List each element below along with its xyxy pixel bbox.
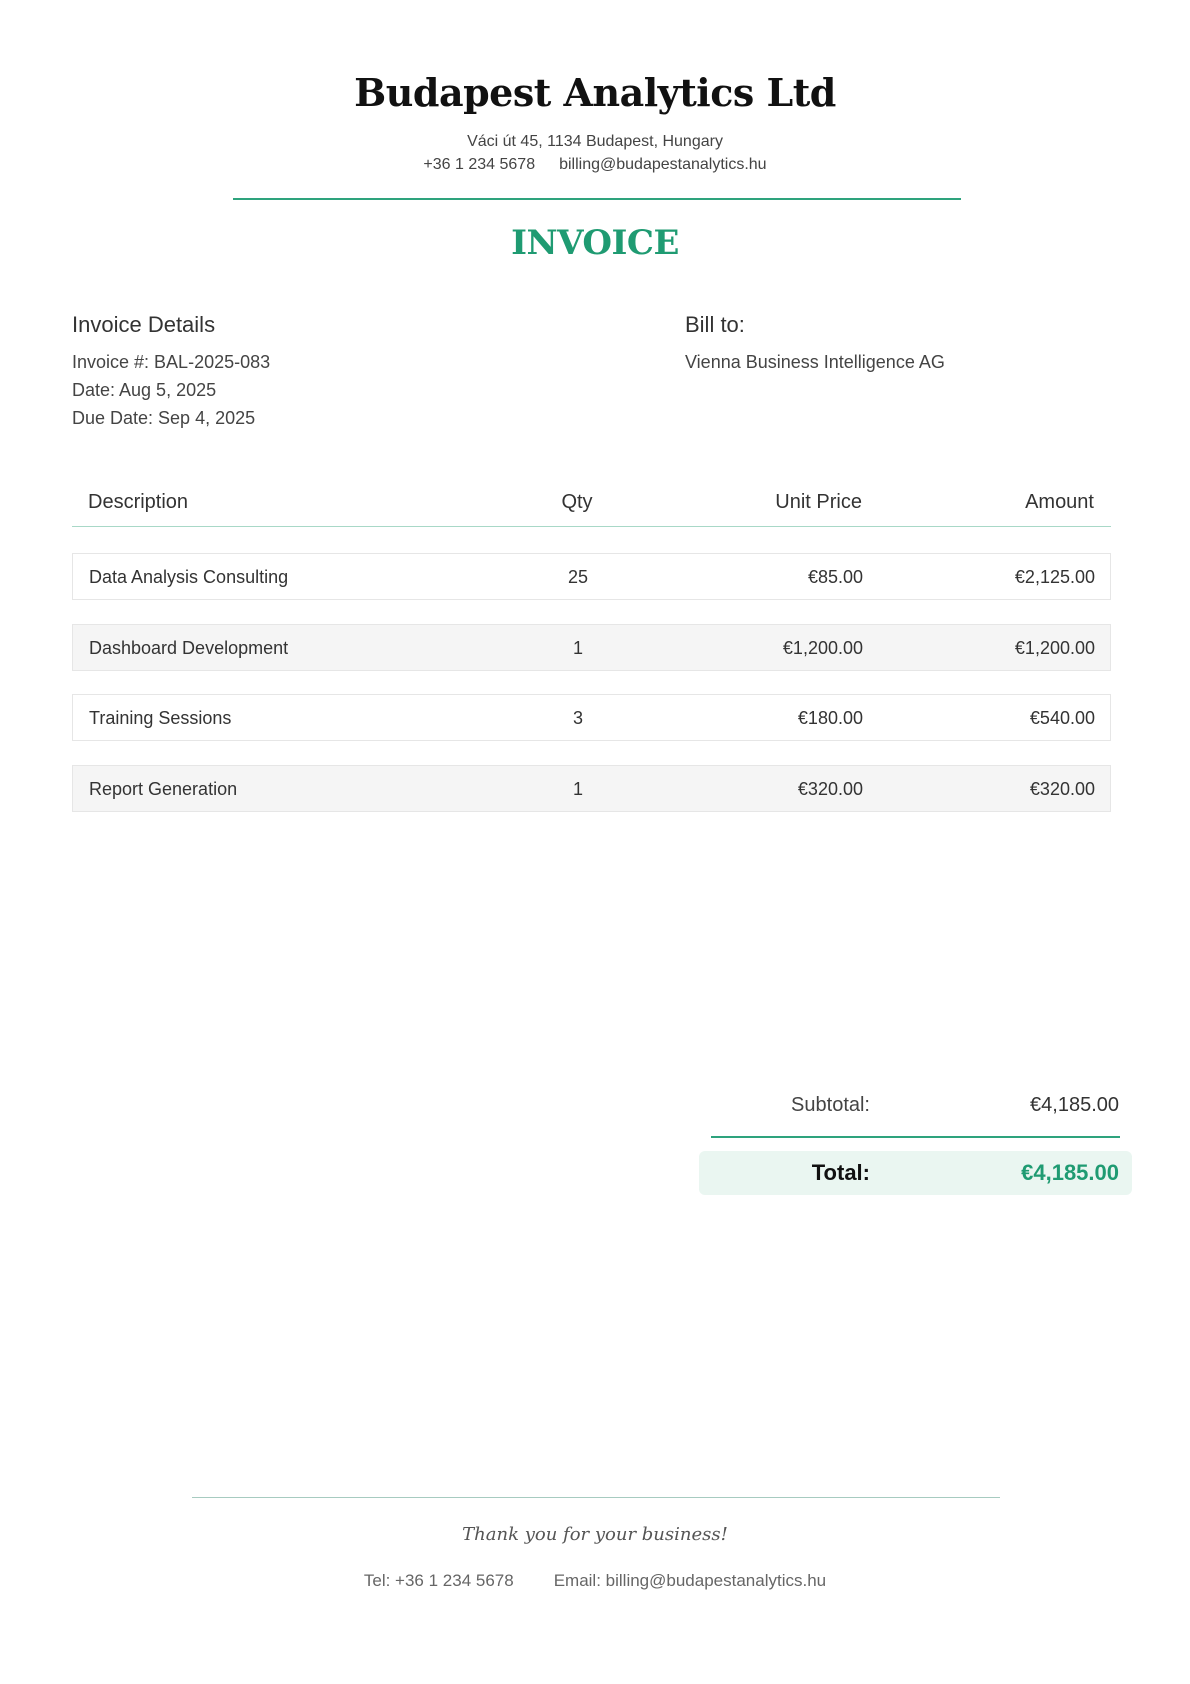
company-address: Váci út 45, 1134 Budapest, Hungary <box>467 133 723 150</box>
header-description: Description <box>88 491 189 513</box>
invoice-details-heading: Invoice Details <box>72 312 216 337</box>
header-unit-price: Unit Price <box>775 491 862 513</box>
table-row <box>72 624 1111 671</box>
company-name: Budapest Analytics Ltd <box>354 70 836 115</box>
row-unit-price: €180.00 <box>797 708 863 728</box>
row-unit-price: €320.00 <box>797 779 863 799</box>
subtotal-label: Subtotal: <box>791 1094 870 1116</box>
footer-divider <box>192 1497 1000 1498</box>
bill-to-heading: Bill to: <box>685 312 745 337</box>
invoice-due-date: Due Date: Sep 4, 2025 <box>72 408 256 428</box>
table-row <box>72 694 1111 741</box>
row-unit-price: €1,200.00 <box>782 638 863 658</box>
footer-contact <box>0 1571 1190 1591</box>
row-description: Report Generation <box>89 779 238 799</box>
table-header-divider <box>72 526 1111 527</box>
row-qty: 3 <box>572 708 583 728</box>
row-amount: €2,125.00 <box>1014 567 1095 587</box>
subtotal-divider <box>711 1136 1120 1138</box>
company-contact <box>0 156 1190 174</box>
bill-to-client: Vienna Business Intelligence AG <box>685 352 945 372</box>
total-value: €4,185.00 <box>1021 1160 1119 1185</box>
row-qty: 1 <box>572 638 583 658</box>
header-qty: Qty <box>561 491 593 513</box>
row-description: Data Analysis Consulting <box>89 567 289 587</box>
header-amount: Amount <box>1025 491 1094 513</box>
row-amount: €320.00 <box>1029 779 1095 799</box>
invoice-number: Invoice #: BAL-2025-083 <box>72 352 271 372</box>
company-phone: +36 1 234 5678 <box>423 156 536 173</box>
subtotal-value: €4,185.00 <box>1030 1094 1119 1116</box>
header-divider <box>233 198 961 200</box>
total-label: Total: <box>811 1160 870 1185</box>
row-qty: 1 <box>572 779 583 799</box>
row-unit-price: €85.00 <box>807 567 863 587</box>
table-row <box>72 553 1111 600</box>
row-amount: €540.00 <box>1029 708 1095 728</box>
row-qty: 25 <box>567 567 589 587</box>
invoice-date: Date: Aug 5, 2025 <box>72 380 217 400</box>
row-description: Dashboard Development <box>89 638 289 658</box>
row-amount: €1,200.00 <box>1014 638 1095 658</box>
table-row <box>72 765 1111 812</box>
footer-thanks: Thank you for your business! <box>462 1524 728 1545</box>
table-header <box>72 488 1111 526</box>
document-title: INVOICE <box>511 223 679 263</box>
footer-email: Email: billing@budapestanalytics.hu <box>553 1571 827 1590</box>
row-description: Training Sessions <box>89 708 232 728</box>
company-email: billing@budapestanalytics.hu <box>559 156 767 173</box>
footer-tel: Tel: +36 1 234 5678 <box>363 1571 514 1590</box>
